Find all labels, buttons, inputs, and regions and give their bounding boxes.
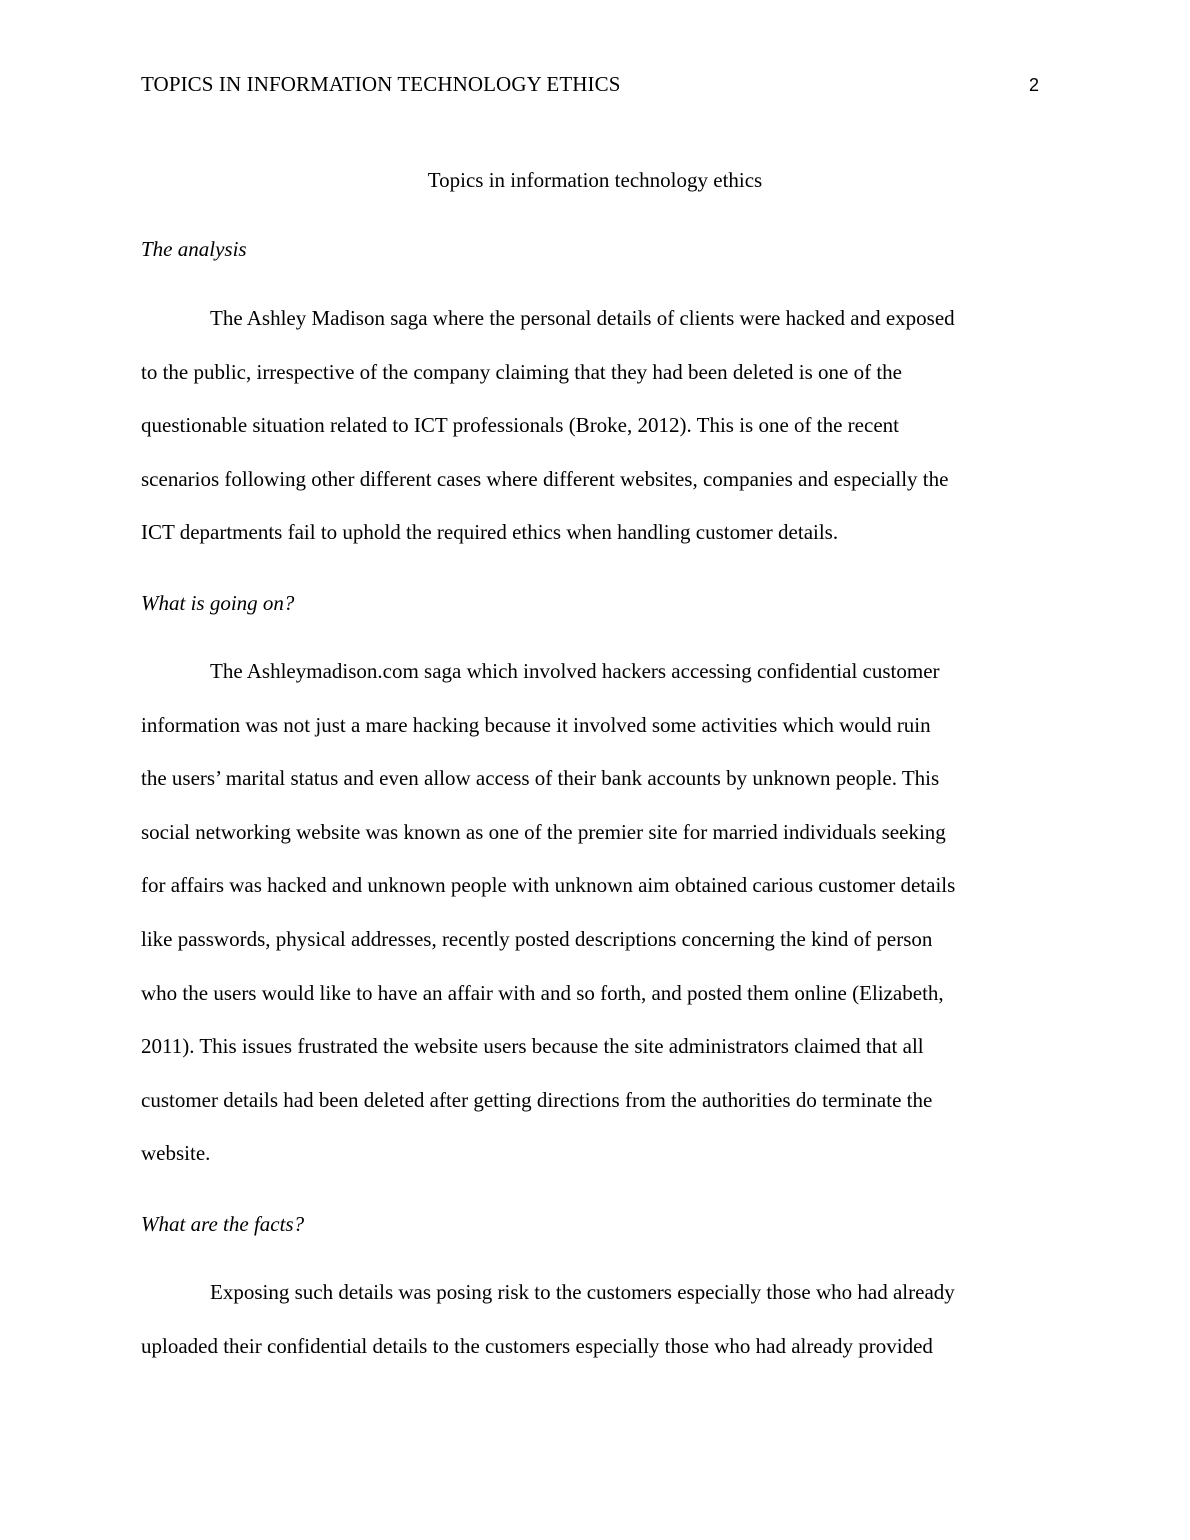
page-number: 2: [1029, 75, 1040, 95]
paragraph-analysis: [141, 292, 1051, 560]
paragraph-line: the users’ marital status and even allow access of their bank accounts by unknown people. This: [141, 766, 940, 791]
paragraph-line: to the public, irrespective of the company claiming that they had been deleted is one of the: [141, 359, 902, 384]
section-heading-facts: What are the facts?: [141, 1212, 305, 1236]
paragraph-line: like passwords, physical addresses, recently posted descriptions concerning the kind of person: [141, 926, 933, 951]
paragraph-line: for affairs was hacked and unknown people with unknown aim obtained carious customer details: [141, 873, 956, 898]
paragraph-line: website.: [141, 1141, 211, 1166]
paragraph-line: information was not just a mare hacking because it involved some activities which would ruin: [141, 712, 931, 737]
paragraph-line: ICT departments fail to uphold the required ethics when handling customer details.: [141, 520, 839, 545]
paragraph-line: Exposing such details was posing risk to the customers especially those who had already: [210, 1280, 955, 1304]
running-head: TOPICS IN INFORMATION TECHNOLOGY ETHICS: [141, 72, 621, 96]
paragraph-line: 2011). This issues frustrated the website users because the site administrators claimed that all: [141, 1034, 924, 1059]
paragraph-line: The Ashleymadison.com saga which involved hackers accessing confidential customer: [210, 659, 940, 683]
paragraph-line: uploaded their confidential details to the customers especially those who had already provided: [141, 1333, 933, 1358]
paragraph-line: who the users would like to have an affair with and so forth, and posted them online (Elizabeth,: [141, 980, 944, 1005]
paragraph-line: social networking website was known as one of the premier site for married individuals seeking: [141, 819, 946, 844]
paragraph-going-on: [141, 645, 1051, 1181]
paragraph-line: questionable situation related to ICT professionals (Broke, 2012). This is one of the recent: [141, 413, 899, 438]
document-title: Topics in information technology ethics: [427, 168, 763, 192]
paragraph-line: customer details had been deleted after getting directions from the authorities do terminate the: [141, 1087, 933, 1112]
paragraph-line: scenarios following other different cases where different websites, companies and especially the: [141, 466, 949, 491]
paragraph-facts: [141, 1266, 1051, 1373]
section-heading-analysis: The analysis: [141, 237, 247, 261]
paragraph-line: The Ashley Madison saga where the personal details of clients were hacked and exposed: [210, 306, 955, 330]
section-heading-going-on: What is going on?: [141, 591, 295, 615]
